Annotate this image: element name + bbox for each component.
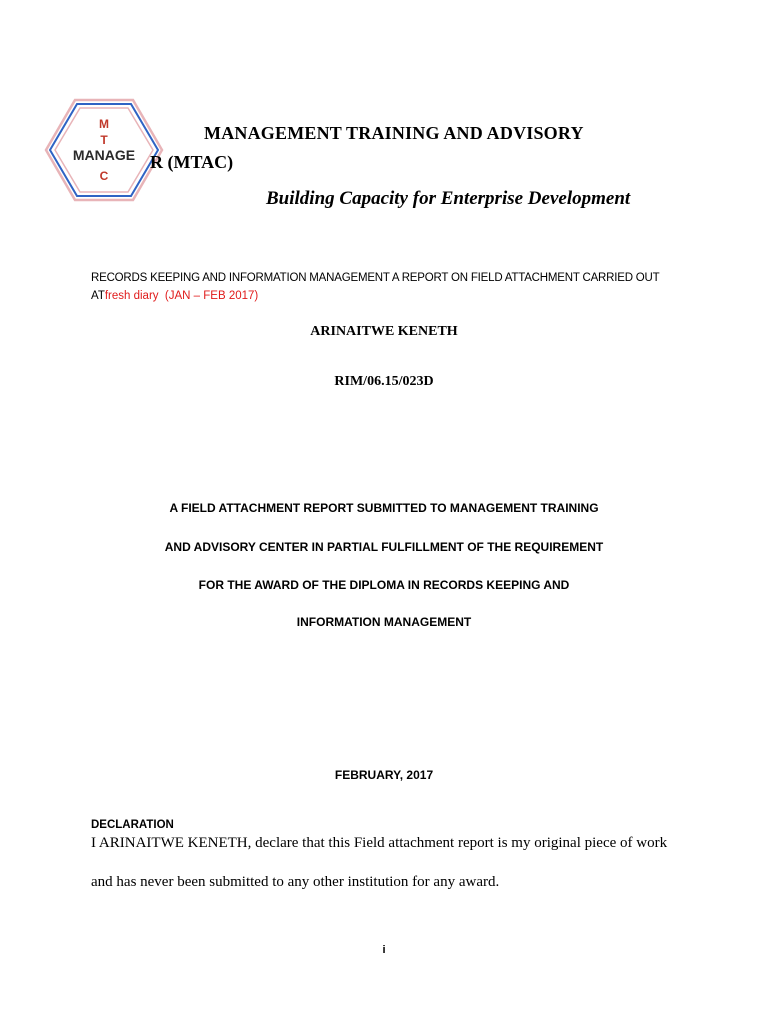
report-title-prefix: AT <box>91 290 105 302</box>
declaration-heading: DECLARATION <box>91 819 174 831</box>
submission-date: FEBRUARY, 2017 <box>334 768 434 782</box>
logo-letter-t: T <box>100 133 108 147</box>
org-title: MANAGEMENT TRAINING AND ADVISORY <box>204 123 584 143</box>
tagline: Building Capacity for Enterprise Development <box>266 188 631 209</box>
submission-line-3: FOR THE AWARD OF THE DIPLOMA IN RECORDS KEEPING AND <box>198 578 570 592</box>
registration-number: RIM/06.15/023D <box>334 374 434 389</box>
logo-letter-m: M <box>99 117 109 131</box>
submission-line-2: AND ADVISORY CENTER IN PARTIAL FULFILLMENT OF THE REQUIREMENT <box>164 540 604 554</box>
report-title-line-2 <box>91 290 258 302</box>
report-period: (JAN – FEB 2017) <box>164 290 259 302</box>
logo-word-manage: MANAGE <box>72 147 136 163</box>
submission-line-4: INFORMATION MANAGEMENT <box>296 615 472 629</box>
org-title-continuation: R (MTAC) <box>150 152 234 172</box>
declaration-text-line-1: I ARINAITWE KENETH, declare that this Field attachment report is my original piece of work <box>91 835 668 851</box>
submission-line-1: A FIELD ATTACHMENT REPORT SUBMITTED TO MANAGEMENT TRAINING <box>169 501 599 515</box>
declaration-text-line-2: and has never been submitted to any other institution for any award. <box>91 874 500 890</box>
report-title-line-1: RECORDS KEEPING AND INFORMATION MANAGEMENT A REPORT ON FIELD ATTACHMENT CARRIED OUT <box>91 272 660 284</box>
logo-letter-c: C <box>99 169 109 183</box>
author-name: ARINAITWE KENETH <box>310 324 458 339</box>
mtac-logo <box>44 98 164 202</box>
report-place: fresh diary <box>104 290 159 302</box>
page-number: i <box>382 944 386 956</box>
